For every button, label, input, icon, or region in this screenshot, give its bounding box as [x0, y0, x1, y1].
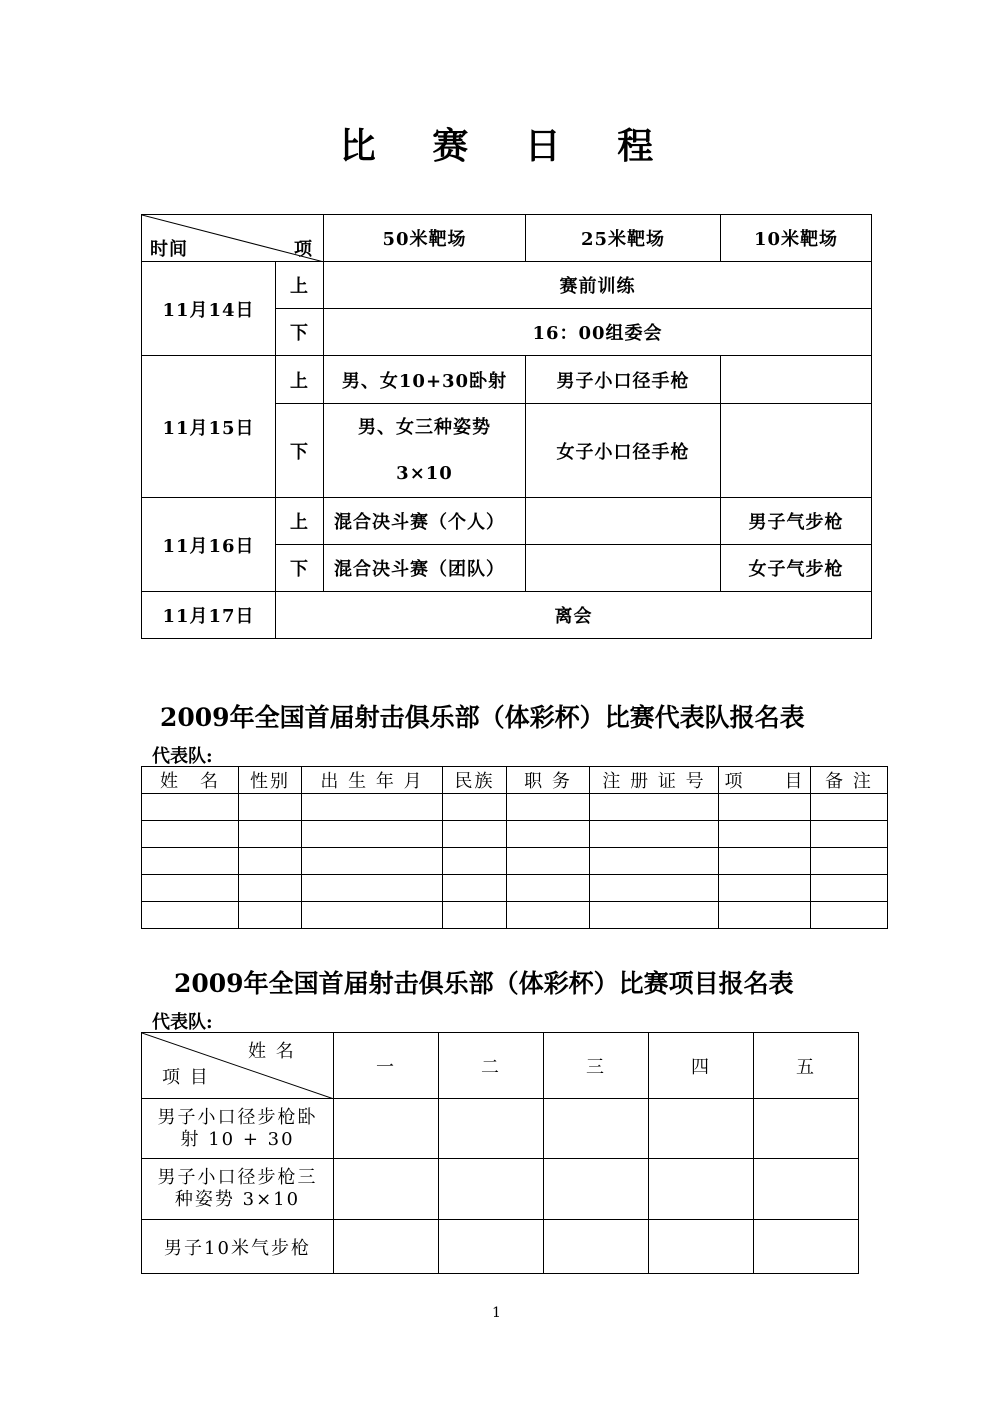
col-birth: 出 生 年 月 — [302, 767, 443, 794]
entry-cell[interactable] — [754, 1220, 859, 1274]
entry-cell[interactable] — [590, 794, 719, 821]
merged-cell: 离会 — [276, 592, 872, 639]
event-line: 3×10 — [396, 462, 453, 484]
entry-cell[interactable] — [142, 902, 239, 929]
entry-cell[interactable] — [649, 1159, 754, 1220]
entry-cell[interactable] — [302, 794, 443, 821]
team-blank-row — [142, 848, 888, 875]
event-form-title: 2009年全国首届射击俱乐部（体彩杯）比赛项目报名表 — [174, 969, 794, 998]
entry-cell[interactable] — [590, 902, 719, 929]
event-cell: 混合决斗赛（个人） — [324, 498, 526, 545]
event-label-line: 种姿势 3×10 — [174, 1189, 301, 1210]
entry-cell[interactable] — [439, 1220, 544, 1274]
col-position: 职 务 — [507, 767, 590, 794]
schedule-corner-cell — [142, 215, 324, 262]
entry-cell[interactable] — [142, 794, 239, 821]
event-cell: 女子小口径手枪 — [526, 404, 721, 498]
col-registration: 注 册 证 号 — [590, 767, 719, 794]
event-cell: 男子小口径手枪 — [526, 356, 721, 404]
entry-cell[interactable] — [302, 902, 443, 929]
session-am: 上 — [276, 356, 324, 404]
entry-cell[interactable] — [507, 821, 590, 848]
entry-cell[interactable] — [334, 1220, 439, 1274]
event-row — [142, 1099, 859, 1159]
event-label-line: 男子10米气步枪 — [164, 1237, 311, 1259]
entry-cell[interactable] — [443, 794, 507, 821]
team-blank-row — [142, 875, 888, 902]
event-corner-cell — [142, 1033, 334, 1099]
schedule-row — [142, 498, 872, 545]
venue-50m: 50米靶场 — [324, 215, 526, 262]
date-cell: 11月14日 — [142, 262, 276, 356]
team-blank-row — [142, 821, 888, 848]
corner-top: 姓 名 — [248, 1041, 296, 1062]
event-cell — [526, 545, 721, 592]
event-cell: 女子气步枪 — [721, 545, 872, 592]
corner-bottom: 项 目 — [162, 1067, 210, 1088]
session-pm: 下 — [276, 545, 324, 592]
event-team-label: 代表队: — [152, 1012, 213, 1033]
event-label-line: 射 10 + 30 — [180, 1128, 295, 1150]
entry-cell[interactable] — [142, 821, 239, 848]
time-header: 时间 — [150, 239, 188, 260]
entry-cell[interactable] — [719, 794, 811, 821]
team-header-row — [142, 767, 888, 794]
schedule-header-row — [142, 215, 872, 262]
participant-col: 五 — [754, 1033, 859, 1099]
entry-cell[interactable] — [754, 1099, 859, 1159]
event-cell — [324, 404, 526, 498]
event-label — [142, 1099, 334, 1159]
entry-cell[interactable] — [239, 821, 302, 848]
entry-cell[interactable] — [443, 902, 507, 929]
entry-cell[interactable] — [239, 902, 302, 929]
team-form-title: 2009年全国首届射击俱乐部（体彩杯）比赛代表队报名表 — [160, 703, 805, 732]
session-am: 上 — [276, 262, 324, 309]
schedule-title: 比 赛 日 程 — [339, 125, 676, 167]
date-cell: 11月17日 — [142, 592, 276, 639]
participant-col: 二 — [439, 1033, 544, 1099]
date-cell: 11月15日 — [142, 356, 276, 498]
schedule-row — [142, 262, 872, 309]
col-notes: 备 注 — [811, 767, 888, 794]
entry-cell[interactable] — [590, 875, 719, 902]
page-number: 1 — [492, 1305, 501, 1321]
entry-cell[interactable] — [334, 1099, 439, 1159]
entry-cell[interactable] — [811, 794, 888, 821]
entry-cell[interactable] — [439, 1159, 544, 1220]
participant-col: 三 — [544, 1033, 649, 1099]
entry-cell[interactable] — [334, 1159, 439, 1220]
entry-cell[interactable] — [507, 794, 590, 821]
entry-cell[interactable] — [719, 875, 811, 902]
entry-cell[interactable] — [443, 848, 507, 875]
entry-cell[interactable] — [590, 821, 719, 848]
item-header: 项 — [294, 239, 313, 260]
team-label: 代表队: — [152, 746, 213, 767]
entry-cell[interactable] — [507, 875, 590, 902]
entry-cell[interactable] — [811, 848, 888, 875]
event-cell: 混合决斗赛（团队） — [324, 545, 526, 592]
entry-cell[interactable] — [544, 1159, 649, 1220]
event-cell — [526, 498, 721, 545]
participant-col: 一 — [334, 1033, 439, 1099]
entry-cell[interactable] — [754, 1159, 859, 1220]
team-blank-row — [142, 902, 888, 929]
session-pm: 下 — [276, 309, 324, 356]
col-ethnicity: 民族 — [443, 767, 507, 794]
col-gender: 性别 — [239, 767, 302, 794]
merged-cell: 16：00组委会 — [324, 309, 872, 356]
entry-cell[interactable] — [544, 1099, 649, 1159]
event-form-table — [141, 1032, 859, 1274]
entry-cell[interactable] — [649, 1220, 754, 1274]
team-blank-row — [142, 794, 888, 821]
event-cell: 男子气步枪 — [721, 498, 872, 545]
entry-cell[interactable] — [719, 902, 811, 929]
date-cell: 11月16日 — [142, 498, 276, 592]
entry-cell[interactable] — [719, 848, 811, 875]
participant-col: 四 — [649, 1033, 754, 1099]
session-pm: 下 — [276, 404, 324, 498]
merged-cell: 赛前训练 — [324, 262, 872, 309]
venue-10m: 10米靶场 — [721, 215, 872, 262]
entry-cell[interactable] — [719, 821, 811, 848]
entry-cell[interactable] — [507, 848, 590, 875]
entry-cell[interactable] — [507, 902, 590, 929]
entry-cell[interactable] — [811, 902, 888, 929]
event-label — [142, 1220, 334, 1274]
entry-cell[interactable] — [239, 794, 302, 821]
entry-cell[interactable] — [649, 1099, 754, 1159]
entry-cell[interactable] — [811, 875, 888, 902]
entry-cell[interactable] — [439, 1099, 544, 1159]
entry-cell[interactable] — [443, 875, 507, 902]
event-cell — [721, 356, 872, 404]
entry-cell[interactable] — [590, 848, 719, 875]
entry-cell[interactable] — [142, 848, 239, 875]
entry-cell[interactable] — [302, 848, 443, 875]
schedule-row — [142, 592, 872, 639]
venue-25m: 25米靶场 — [526, 215, 721, 262]
entry-cell[interactable] — [443, 821, 507, 848]
entry-cell[interactable] — [302, 875, 443, 902]
col-name: 姓 名 — [142, 767, 239, 794]
event-label-line: 男子小口径步枪卧 — [157, 1106, 318, 1128]
event-cell — [721, 404, 872, 498]
entry-cell[interactable] — [544, 1220, 649, 1274]
schedule-table — [141, 214, 872, 639]
entry-cell[interactable] — [811, 821, 888, 848]
entry-cell[interactable] — [239, 848, 302, 875]
event-row — [142, 1159, 859, 1220]
event-label — [142, 1159, 334, 1220]
entry-cell[interactable] — [142, 875, 239, 902]
col-event: 项 目 — [719, 767, 811, 794]
session-am: 上 — [276, 498, 324, 545]
entry-cell[interactable] — [302, 821, 443, 848]
event-row — [142, 1220, 859, 1274]
event-cell: 男、女10+30卧射 — [324, 356, 526, 404]
event-header-row — [142, 1033, 859, 1099]
event-line: 男、女三种姿势 — [358, 416, 491, 438]
entry-cell[interactable] — [239, 875, 302, 902]
team-form-table — [141, 766, 888, 929]
schedule-row — [142, 356, 872, 404]
event-label-line: 男子小口径步枪三 — [157, 1167, 318, 1188]
